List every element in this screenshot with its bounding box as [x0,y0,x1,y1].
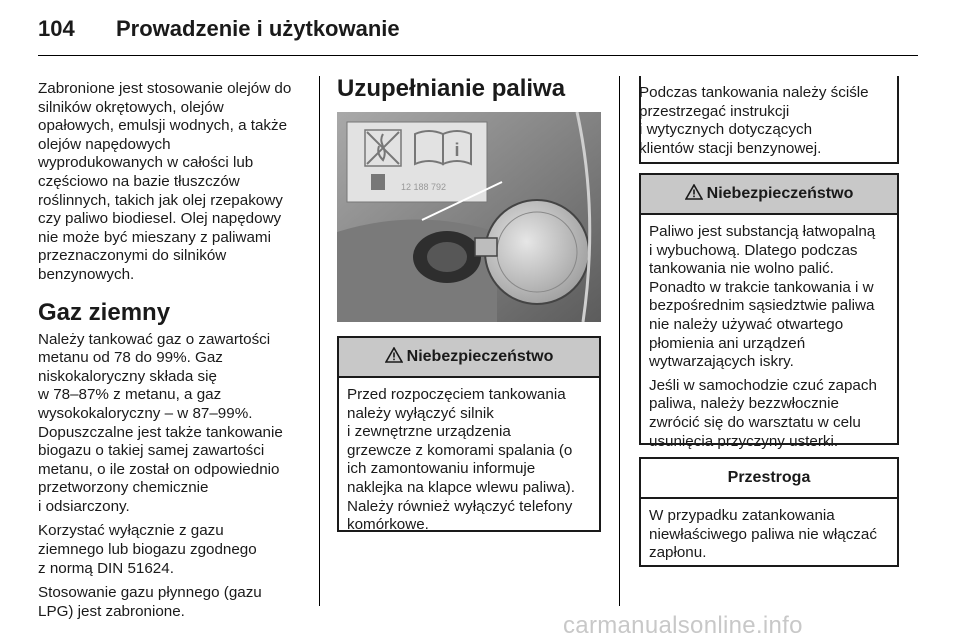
paragraph-station-instructions: Podczas tankowania należy ściśle przestrzegać instrukcji i wytycznych dotyczących klientów stacji benzynowej. [639,84,869,157]
photo-label: 12 188 792 [401,182,447,192]
warning-title: Niebezpieczeństwo [706,185,854,202]
warning-box-flammable [639,173,899,450]
column-2 [337,72,601,106]
warning-box-refuelling [337,336,601,532]
column-divider-1 [319,76,320,606]
page-number: 104 [38,16,75,41]
caution-box [639,457,899,567]
page-title: Prowadzenie i użytkowanie [116,16,400,41]
column-3-intro [639,84,897,158]
warning-title: Niebezpieczeństwo [406,348,554,365]
fuel-flap-illustration [337,112,601,322]
warning-header [641,175,897,215]
page-header [38,14,918,54]
paragraph-din-standard: Korzystać wyłącznie z gazu ziemnego lub biogazu zgodnego z normą DIN 51624. [38,522,257,577]
paragraph-fuel-oils: Zabronione jest stosowanie olejów do silników okrętowych, olejów opałowych, emulsji wodnych, a także olejów napędowych wyprodukowanych w całości lub częściowo na bazie tłuszczów roślinnych, takich jak olej rzepakowy czy paliwo biodiesel. Olej napędowy nie może być mieszany z paliwami przeznaczonymi do silników benzynowych. [38,80,292,283]
watermark: carmanualsonline.info [563,612,803,639]
section-heading-natural-gas: Gaz ziemny [38,298,171,326]
svg-text:i: i [454,140,460,160]
column-divider-2 [619,76,620,606]
caution-header [641,459,897,499]
caution-title: Przestroga [727,469,811,486]
caution-body: W przypadku zatankowania niewłaściwego paliwa nie włączać zapłonu. [649,507,877,562]
header-divider [38,55,918,56]
gm-badge-icon [371,174,385,190]
warning-triangle-icon [385,347,403,368]
fuel-flap [485,200,589,304]
warning-header [339,338,599,378]
paragraph-methane: Należy tankować gaz o zawartości metanu od 78 do 99%. Gaz niskokaloryczny składa się w 78–87% z metanu, a gaz wysokokaloryczny – w 87–99%. Dopuszczalne jest także tankowanie biogazu o takiej samej zawartości metanu, o ile został on odpowiednio przetworzony chemicznie i odsiarczony. [38,330,283,515]
paragraph-lpg: Stosowanie gazu płynnego (gazu LPG) jest zabronione. [38,584,262,620]
section-heading-refuelling: Uzupełnianie paliwa [337,75,566,102]
warning-body: Paliwo jest substancją łatwopalną i wybuchową. Dlatego podczas tankowania nie wolno palić. Ponadto w trakcie tankowania i w bezpośrednim sąsiedztwie paliwa nie należy używać otwartego płomienia ani urządzeń wytwarzających iskry. Jeśli w samochodzie czuć zapach paliwa, należy bezzwłocznie zwrócić się do warsztatu w celu usunięcia przyczyny usterki. [649,223,877,450]
column-1 [38,80,310,627]
fuel-filler-flap-photo [337,112,601,322]
warning-body: Przed rozpoczęciem tankowania należy wyłączyć silnik i zewnętrzne urządzenia grzewcze z komorami spalania (o ich zamontowaniu informuje naklejka na klapce wlewu paliwa). Należy również wyłączyć telefony komórkowe. [347,386,575,534]
warning-triangle-icon [685,184,703,205]
